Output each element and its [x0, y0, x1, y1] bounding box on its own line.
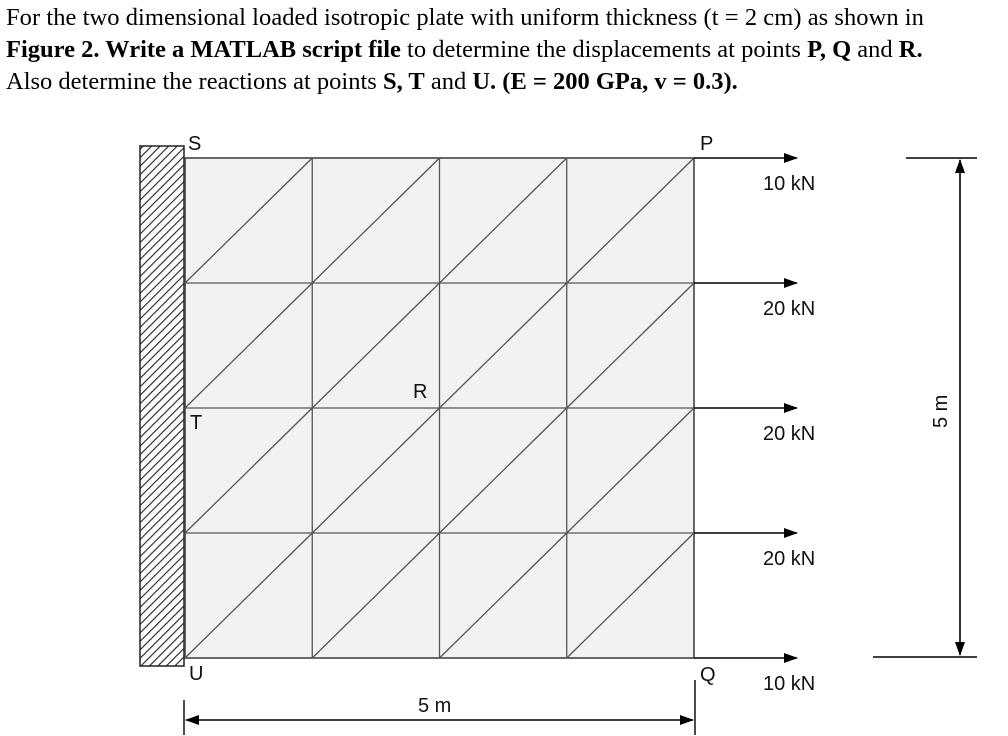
- point-p-label: P: [700, 133, 714, 155]
- problem-line-2-text: to determine the displacements at points: [400, 36, 808, 63]
- force-label: 20 kN: [763, 548, 816, 570]
- point-r-label: R: [413, 381, 428, 403]
- point-r-ref: R.: [898, 36, 923, 63]
- problem-line-1: For the two dimensional loaded isotropic plate with uniform thickness (t = 2 cm) as shown in: [6, 4, 924, 31]
- fixed-wall-support: [140, 146, 184, 666]
- material-properties: U. (E = 200 GPa, v = 0.3).: [472, 68, 738, 95]
- figure-reference: Figure 2. Write a MATLAB script file: [6, 36, 401, 63]
- points-pq: P, Q: [807, 36, 852, 63]
- point-s-label: S: [188, 133, 202, 155]
- force-label: 10 kN: [763, 673, 816, 695]
- and-text-1: and: [851, 36, 899, 63]
- applied-forces: [694, 158, 815, 695]
- force-label: 10 kN: [763, 173, 816, 195]
- points-st: S, T: [382, 68, 425, 95]
- point-t-label: T: [190, 412, 203, 434]
- point-q-label: Q: [700, 664, 716, 686]
- problem-line-3-text: Also determine the reactions at points: [6, 68, 383, 95]
- force-label: 20 kN: [763, 423, 816, 445]
- and-text-2: and: [424, 68, 473, 95]
- point-u-label: U: [189, 663, 204, 685]
- height-dimension-label: 5 m: [930, 394, 952, 428]
- width-dimension-label: 5 m: [418, 695, 452, 717]
- force-label: 20 kN: [763, 298, 816, 320]
